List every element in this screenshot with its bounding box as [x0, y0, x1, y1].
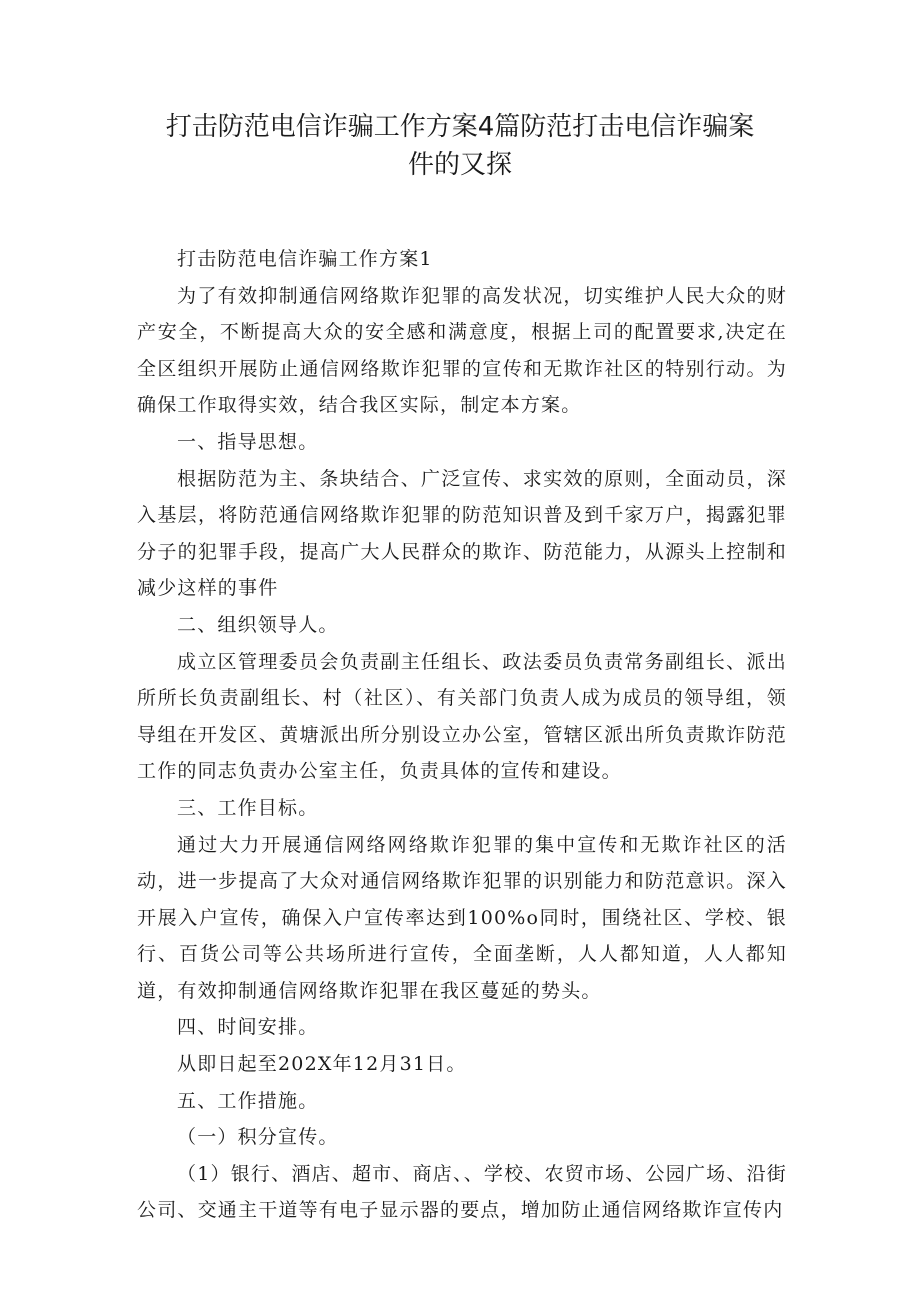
- subsection-heading-publicity: （一）积分宣传。: [177, 1126, 339, 1149]
- title-line-1: 打击防范电信诈骗工作方案4篇防范打击电信诈骗案: [165, 112, 755, 142]
- section-heading-goals: 三、工作目标。: [177, 796, 319, 819]
- section-heading-schedule: 四、时间安排。: [177, 1016, 319, 1039]
- document-title: [140, 108, 780, 184]
- section-heading-guiding-ideology: 一、指导思想。: [177, 430, 319, 453]
- paragraph-intro: 为了有效抑制通信网络欺诈犯罪的高发状况，切实维护人民大众的财产安全，不断提高大众的安全感和满意度，根据上司的配置要求,决定在全区组织开展防止通信网络欺诈犯罪的宣传和无欺诈社区的特别行动。为确保工作取得实效，结合我区实际，制定本方案。: [137, 284, 787, 417]
- paragraph-schedule: 从即日起至202X年12月31日。: [177, 1053, 467, 1076]
- section-heading-plan-1: 打击防范电信诈骗工作方案1: [177, 248, 433, 270]
- paragraph-measure-1: （1）银行、酒店、超市、商店、、学校、农贸市场、公园广场、沿街公司、交通主干道等有电子显示器的要点，增加防止通信网络欺诈宣传内: [137, 1162, 787, 1222]
- document-body: [137, 241, 787, 1229]
- paragraph-goals: 通过大力开展通信网络网络欺诈犯罪的集中宣传和无欺诈社区的活动，进一步提高了大众对通信网络欺诈犯罪的识别能力和防范意识。深入开展入户宣传，确保入户宣传率达到100%o同时，围绕社区、学校、银行、百货公司等公共场所进行宣传，全面垄断，人人都知道，人人都知道，有效抑制通信网络欺诈犯罪在我区蔓延的势头。: [137, 833, 787, 1002]
- paragraph-leadership: 成立区管理委员会负责副主任组长、政法委员负责常务副组长、派出所所长负责副组长、村（社区）、有关部门负责人成为成员的领导组，领导组在开发区、黄塘派出所分别设立办公室，管辖区派出所负责欺诈防范工作的同志负责办公室主任，负责具体的宣传和建设。: [137, 650, 787, 783]
- section-heading-measures: 五、工作措施。: [177, 1089, 319, 1112]
- title-line-2: 件的又探: [407, 150, 512, 180]
- section-heading-leadership: 二、组织领导人。: [177, 613, 339, 636]
- paragraph-guiding-ideology: 根据防范为主、条块结合、广泛宣传、求实效的原则，全面动员，深入基层，将防范通信网络欺诈犯罪的防范知识普及到千家万户，揭露犯罪分子的犯罪手段，提高广大人民群众的欺诈、防范能力，从源头上控制和减少这样的事件: [137, 467, 787, 600]
